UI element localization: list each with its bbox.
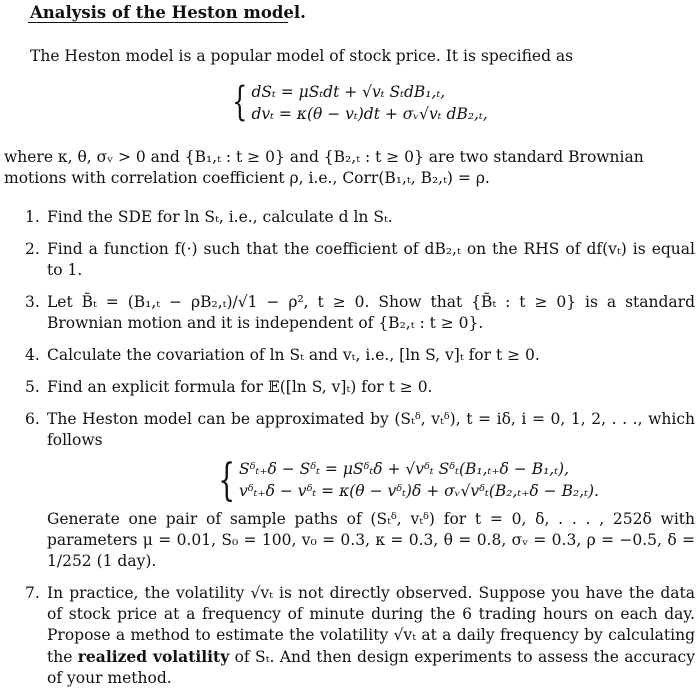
intro-paragraph: The Heston model is a popular model of stock price. It is specified as <box>30 47 574 65</box>
item-text-before: In practice, the volatility √vₜ is not directly observed. Suppose you have the data of stock price at a frequency of minute during the 6 trading hours on each day. Propose a method to estimate the volatility √vₜ at a daily frequency by calculating the <box>47 584 695 666</box>
list-item <box>25 409 695 572</box>
realized-volatility-term: realized volatility <box>77 647 230 666</box>
item-text-after: of Sₜ. And then design experiments to assess the accuracy of your method. <box>47 648 695 687</box>
approx-equation-system <box>207 455 695 506</box>
list-item <box>25 239 695 281</box>
question-list <box>25 207 695 700</box>
left-brace-icon: { <box>218 455 235 506</box>
list-item <box>25 207 695 228</box>
item-text: The Heston model can be approximated by (Sₜᵟ, vₜᵟ), t = iδ, i = 0, 1, 2, . . ., which follows <box>47 410 695 449</box>
item-number: 2. <box>25 240 40 258</box>
item-text: Calculate the covariation of ln Sₜ and vₜ, i.e., [ln S, v]ₜ for t ≥ 0. <box>47 346 540 364</box>
item-text: Find the SDE for ln Sₜ, i.e., calculate d ln Sₜ. <box>47 208 393 226</box>
where-paragraph: where κ, θ, σᵥ > 0 and {B₁,ₜ : t ≥ 0} and {B₂,ₜ : t ≥ 0} are two standard Brownian motions with correlation coefficient ρ, i.e., Corr(B₁,ₜ, B₂,ₜ) = ρ. <box>4 148 644 187</box>
title-underline <box>28 22 288 23</box>
document-title: Analysis of the Heston model. <box>30 3 306 22</box>
item-text: Find a function f(·) such that the coefficient of dB₂,ₜ on the RHS of df(vₜ) is equal to 1. <box>47 240 695 279</box>
item-text: Let B̃ₜ = (B₁,ₜ − ρB₂,ₜ)/√1 − ρ², t ≥ 0. Show that {B̃ₜ : t ≥ 0} is a standard Brownian motion and it is independent of {B₂,ₜ : t ≥ 0}. <box>47 293 695 332</box>
item-number: 5. <box>25 378 40 396</box>
equation-variance: dvₜ = κ(θ − vₜ)dt + σᵥ√vₜ dB₂,ₜ, <box>251 105 488 123</box>
approx-equation-stock: Sᵟₜ₊δ − Sᵟₜ = μSᵟₜδ + √vᵟₜ Sᵟₜ(B₁,ₜ₊δ − B₁,ₜ), <box>239 460 570 478</box>
item-text <box>47 583 695 689</box>
left-brace-icon: { <box>232 79 248 125</box>
item-number: 4. <box>25 346 40 364</box>
list-item <box>25 377 695 398</box>
list-item <box>25 583 695 689</box>
item-number: 1. <box>25 208 40 226</box>
item-number: 3. <box>25 293 40 311</box>
generate-paragraph: Generate one pair of sample paths of (Sₜᵟ, vₜᵟ) for t = 0, δ, . . . , 252δ with parameters μ = 0.01, S₀ = 100, v₀ = 0.3, κ = 0.3, θ = 0.8, σᵥ = 0.3, ρ = −0.5, δ = 1/252 (1 day). <box>47 510 695 570</box>
item-number: 7. <box>25 584 40 602</box>
list-item <box>25 345 695 366</box>
list-item <box>25 292 695 334</box>
approx-equation-variance: vᵟₜ₊δ − vᵟₜ = κ(θ − vᵟₜ)δ + σᵥ√vᵟₜ(B₂,ₜ₊δ − B₂,ₜ). <box>239 482 599 500</box>
item-text: Find an explicit formula for 𝔼([ln S, v]ₜ) for t ≥ 0. <box>47 378 433 396</box>
equation-stock-price: dSₜ = μSₜdt + √vₜ SₜdB₁,ₜ, <box>251 83 446 101</box>
item-number: 6. <box>25 410 40 428</box>
heston-equation-system <box>222 79 488 126</box>
